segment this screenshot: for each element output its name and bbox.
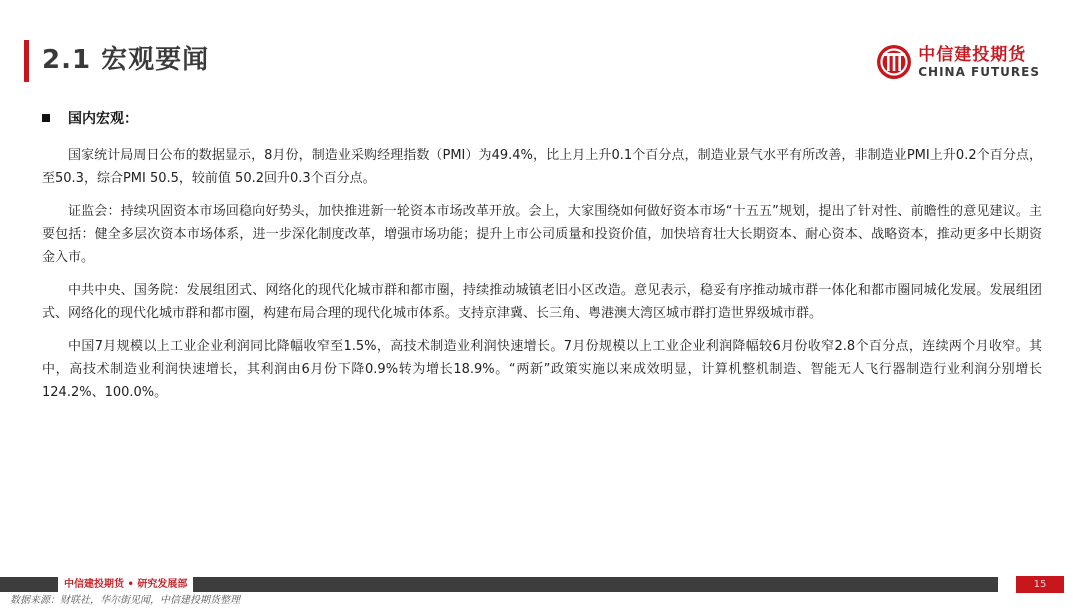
footer-department: 中信建投期货 • 研究发展部 [58,576,193,593]
logo-english-name: CHINA FUTURES [918,65,1040,79]
section-heading [42,108,138,128]
news-paragraph-csrc: 证监会：持续巩固资本市场回稳向好势头，加快推进新一轮资本市场改革开放。会上，大家围绕如何做好资本市场“十五五”规划，提出了针对性、前瞻性的意见建议。主要包括：健全多层次资本市场体系，进一步深化制度改革，增强市场功能；提升上市公司质量和投资价值，加快培育壮大长期资本、耐心资本、战略资本，推动更多中长期资金入市。 [42,204,1042,265]
logo-chinese-name: 中信建投期货 [918,45,1027,65]
news-paragraph-urban: 中共中央、国务院：发展组团式、网络化的现代化城市群和都市圈，持续推动城镇老旧小区改造。意见表示，稳妥有序推动城市群一体化和都市圈同城化发展。发展组团式、网络化的现代化城市群和都市圈，构建布局合理的现代化城市体系。支持京津冀、长三角、粤港澳大湾区城市群打造世界级城市群。 [42,283,1042,321]
news-paragraph-pmi: 国家统计局周日公布的数据显示，8月份，制造业采购经理指数（PMI）为49.4%，比上月上升0.1个百分点，制造业景气水平有所改善，非制造业PMI上升0.2个百分点，至50.3，综合PMI 50.5，较前值 50.2回升0.3个百分点。 [42,148,1042,186]
data-source: 数据来源：财联社，华尔街见闻，中信建投期货整理 [10,595,240,606]
page-title: 2.1 宏观要闻 [42,45,210,75]
news-content [42,144,1042,414]
citic-logo-icon [876,44,912,80]
company-logo [876,44,1040,80]
page-number: 15 [1016,576,1064,593]
section-heading-text: 国内宏观： [68,111,138,127]
news-paragraph-profits: 中国7月规模以上工业企业利润同比降幅收窄至1.5%，高技术制造业利润快速增长。7月份规模以上工业企业利润降幅较6月份收窄2.8个百分点，连续两个月收窄。其中，高技术制造业利润快速增长，其利润由6月份下降0.9%转为增长18.9%。“两新”政策实施以来成效明显，计算机整机制造、智能无人飞行器制造行业利润分别增长124.2%、100.0%。 [42,339,1042,400]
title-accent-bar [24,40,29,82]
square-bullet-icon [42,114,50,122]
